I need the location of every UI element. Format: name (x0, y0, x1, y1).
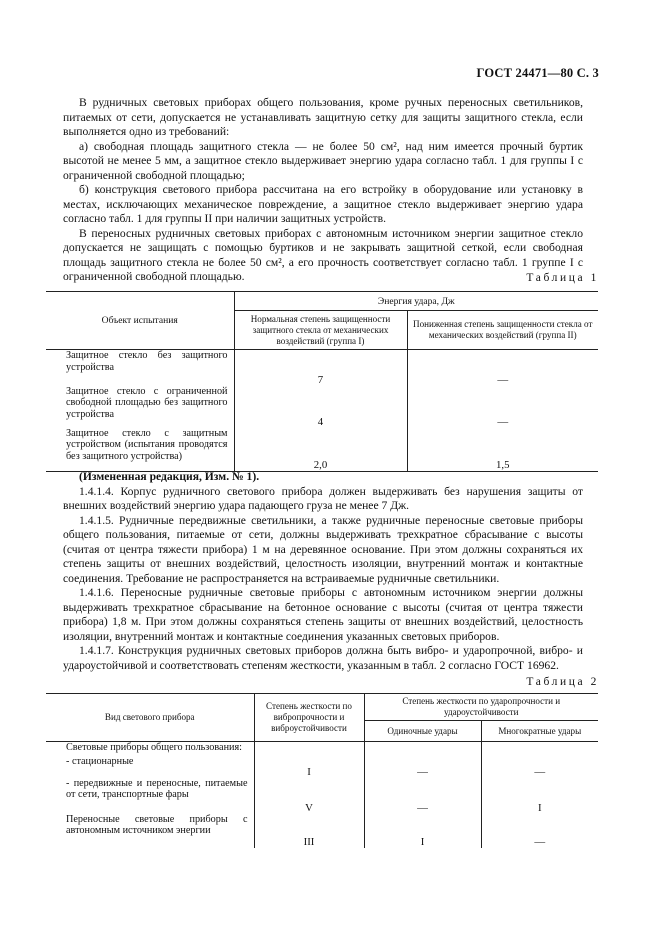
table2-row-vibro: III (254, 814, 364, 848)
table1-row-object: Защитное стекло без защитного устройства (66, 350, 228, 373)
table2-caption: Таблица 2 (526, 676, 599, 688)
table1-row-g2: — (407, 350, 598, 386)
table1-row-object: Защитное стекло с ограниченной свободной площадью без защитного устройства (66, 385, 228, 420)
table1 (46, 291, 598, 472)
table1-row-g2: 1,5 (407, 428, 598, 472)
table2-col-shock: Степень жесткости по ударопрочности и удароустойчивости (364, 694, 598, 721)
table2-row-vibro: V (254, 778, 364, 814)
intro-paragraph: В рудничных световых приборах общего пользования, кроме ручных переносных светильников, питаемых от сети, допускается не устанавливать защитную сетку для защиты защитного стекла, если выполняется одно из требований: (63, 96, 583, 138)
table2-col-single: Одиночные удары (364, 721, 481, 742)
table2-col-multi: Многократные удары (481, 721, 598, 742)
clause-1-4-1-7: 1.4.1.7. Конструкция рудничных световых приборов должна быть вибро- и ударопрочной, вибро- и удароустойчивой и соответствовать степеням жесткости, указанным в табл. 2 согласно ГОСТ 16962. (63, 644, 583, 672)
table1-row-g1: 4 (234, 386, 407, 428)
table2-row-vibro: I (254, 756, 364, 778)
table2-row-multi (481, 742, 598, 756)
table1-row-g2: — (407, 386, 598, 428)
table2-row-single (364, 742, 481, 756)
table2-row-multi: — (481, 756, 598, 778)
requirements-section (63, 470, 583, 673)
table2-row-device: Переносные световые приборы с автономным источником энергии (66, 813, 248, 836)
intro-item-b: б) конструкция светового прибора рассчитана на его встройку в оборудование или установку в местах, исключающих механическое повреждение, а защитное стекло выдерживает энергию удара согласно табл. 1 для группы II при наличии защитных устройств. (63, 183, 583, 225)
table1-col-normal: Нормальная степень защищенности защитного стекла от механических воздействий (группа I) (234, 311, 407, 350)
table2-row-single: I (364, 814, 481, 848)
clause-1-4-1-4: 1.4.1.4. Корпус рудничного светового прибора должен выдерживать без нарушения защиты от внешних воздействий энергию удара падающего груза не менее 7 Дж. (63, 484, 583, 512)
table1-row-g1: 7 (234, 350, 407, 386)
table2-row-single: — (364, 756, 481, 778)
intro-item-a: а) свободная площадь защитного стекла — не более 50 см², над ним имеется прочный буртик высотой не менее 5 мм, а защитное стекло выдерживает энергию удара согласно табл. 1 для группы I с ограниченной свободной площадью; (63, 139, 583, 182)
table2 (46, 693, 598, 848)
clause-1-4-1-6: 1.4.1.6. Переносные рудничные световые приборы с автономным источником энергии должны выдерживать трехкратное сбрасывание на бетонное основание с высоты (считая от центра тяжести прибора) 1,8 м. При этом должны сохраняться степень защиты от внешних воздействий, целостность изоляции, внутренний монтаж и контактные соединения указанных световых приборов. (63, 586, 583, 643)
intro-section (63, 96, 583, 285)
table1-col-object: Объект испытания (46, 292, 234, 350)
table1-row-g1: 2,0 (234, 428, 407, 472)
table2-row-multi: I (481, 778, 598, 814)
table1-col-reduced: Пониженная степень защищенности стекла от механических воздействий (группа II) (407, 311, 598, 350)
table2-col-device: Вид светового прибора (46, 694, 254, 742)
table2-row-vibro (254, 742, 364, 756)
intro-paragraph-portable: В переносных рудничных световых приборах с автономным источником энергии защитное стекло допускается не защищать с помощью буртиков и не закрывать защитной сеткой, если свободная площадь защитного стекла не более 50 см², а его прочность соответствует согласно табл. 1 группе I с ограниченной свободной площадью. (63, 226, 583, 283)
table1-row-object: Защитное стекло с защитным устройством (испытания проводятся без защитного устройства) (46, 428, 234, 472)
table1-col-energy: Энергия удара, Дж (234, 292, 598, 311)
table2-col-vibro: Степень жесткости по вибропрочности и виброустойчивости (254, 694, 364, 742)
table1-caption: Таблица 1 (526, 272, 599, 284)
table2-row-device: Световые приборы общего пользования: (66, 742, 242, 753)
table2-row-device: - стационарные (66, 755, 134, 767)
table2-row-device: - передвижные и переносные, питаемые от сети, транспортные фары (66, 777, 248, 800)
edition-note: (Измененная редакция, Изм. № 1). (79, 470, 260, 483)
table2-row-single: — (364, 778, 481, 814)
clause-1-4-1-5: 1.4.1.5. Рудничные передвижные светильники, а также рудничные переносные световые приборы общего пользования, питаемые от сети, должны выдерживать трехкратное сбрасывание с высоты (считая от центра тяжести прибора) 1 м на деревянное основание. При этом должны сохраняться их степень защиты от внешних воздействий, целостность изоляции, внутренний монтаж и контактные соединения. Требование не распространяется на встраиваемые рудничные светильники. (63, 513, 583, 585)
table2-row-multi: — (481, 814, 598, 848)
page-header: ГОСТ 24471—80 С. 3 (476, 66, 599, 80)
